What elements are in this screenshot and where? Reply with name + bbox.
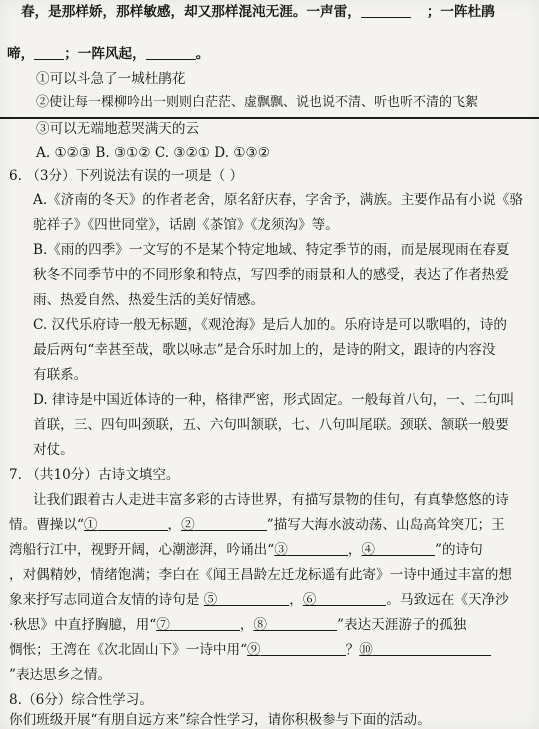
option-1: ①可以斗急了一城杜鹃花 — [36, 71, 186, 87]
blank-1 — [98, 517, 168, 531]
answer-choices: A. ①②③ B. ③①② C. ③②① D. ①③② — [36, 145, 270, 161]
q8-intro: 你们班级开展“有朋自远方来”综合性学习，请你积极参与下面的活动。 — [9, 712, 431, 728]
blank-number-10: ⑩ — [359, 642, 373, 658]
q6-option-c-line1: C. 汉代乐府诗一般无标题，《观沧海》是后人加的。乐府诗是可以歌唱的，诗的 — [33, 317, 507, 333]
blank-number-1: ① — [83, 517, 98, 533]
divider-line — [0, 117, 539, 119]
q6-option-b-line3: 雨、热爱自然、热爱生活的美好情感。 — [33, 292, 265, 308]
q6-option-a-line1: A.《济南的冬天》的作者老舍，原名舒庆春，字舍予，满族。主要作品有小说《骆 — [33, 192, 523, 208]
blank-number-6: ⑥ — [302, 592, 317, 608]
blank — [361, 4, 411, 18]
q6-stem: 6. （3分）下列说法有误的一项是（ ） — [9, 168, 244, 184]
q6-option-a-line2: 驼祥子》《四世同堂》，话剧《茶馆》《龙须沟》等。 — [33, 217, 339, 233]
q7-line-1: 让我们跟着古人走进丰富多彩的古诗世界，有描写景物的佳句，有真挚悠悠的诗 — [33, 492, 509, 508]
blank-number-4: ④ — [361, 542, 376, 558]
blank-7 — [170, 617, 240, 631]
q7-line-5: 象来抒写志同道合友情的诗句是 ⑤ ，⑥ 。马致远在《天净沙 — [9, 592, 509, 608]
q7-stem: 7. （共10分）古诗文填空。 — [9, 467, 180, 483]
q7-line-7: 惆怅；王湾在《次北固山下》一诗中用“⑨ ？⑩ — [9, 641, 491, 659]
blank-4 — [375, 542, 435, 556]
blank-number-3: ③ — [274, 542, 288, 558]
q6-option-c-line3: 有联系。 — [33, 367, 88, 383]
q7-line-6: ·秋思》中直抒胸臆，用“⑦ ，⑧ ”表达天涯游子的孤独 — [9, 617, 467, 633]
q6-option-b-line1: B.《雨的四季》一文写的不是某个特定地域、特定季节的雨，而是展现雨在春夏 — [33, 242, 510, 258]
blank-number-8: ⑧ — [253, 617, 267, 633]
blank-number-7: ⑦ — [156, 617, 170, 633]
blank-number-2: ② — [181, 517, 195, 533]
q7-line-8: ”表达思乡之情。 — [9, 667, 112, 683]
blank-6 — [316, 592, 386, 606]
passage-line-2: 啼， ；一阵风起， 。 — [7, 46, 210, 62]
blank-9 — [261, 642, 346, 656]
blank-number-9: ⑨ — [247, 642, 261, 658]
blank-8 — [267, 617, 337, 631]
blank — [34, 46, 64, 60]
q8-stem: 8.（6分）综合性学习。 — [9, 692, 153, 708]
q6-option-b-line2: 秋冬不同季节中的不同形象和特点，写四季的雨景和人的感受，表达了作者热爱 — [33, 267, 509, 283]
option-3: ③可以无端地惹哭满天的云 — [36, 121, 200, 137]
q7-line-2: 情。曹操以“① ，② ”描写大海水波动荡、山岛高耸突兀；王 — [9, 517, 505, 533]
q6-option-c-line2: 最后两句“幸甚至哉，歌以咏志”是合乐时加上的，是诗的附文，跟诗的内容没 — [33, 342, 496, 358]
q6-option-d-line1: D. 律诗是中国近体诗的一种，格律严密，形式固定。一般每首八句，一、二句叫 — [33, 392, 515, 408]
blank-number-5: ⑤ — [203, 592, 218, 608]
blank-2 — [195, 517, 267, 531]
blank-10 — [373, 642, 491, 656]
q7-line-4: ，对偶精妙，情绪饱满；李白在《闻王昌龄左迁龙标遥有此寄》一诗中通过丰富的想 — [9, 567, 512, 583]
q6-option-d-line2: 首联，三、四句叫颈联，五、六句叫颔联，七、八句叫尾联。颈联、颔联一般要 — [33, 417, 509, 433]
blank-5 — [217, 592, 289, 606]
blank — [146, 46, 196, 60]
q7-line-3: 湾船行江中，视野开阔，心潮澎湃，吟诵出“③ ，④ ”的诗句 — [9, 542, 483, 558]
option-2: ②使让每一棵柳吟出一则则白茫茫、虚飘飘、说也说不清、听也听不清的飞絮 — [36, 95, 479, 110]
q6-option-d-line3: 对仗。 — [33, 442, 74, 458]
blank-3 — [288, 542, 348, 556]
passage-line-1: 春，是那样娇，那样敏感，却又那样混沌无涯。一声雷， ；一阵杜鹃 — [21, 4, 495, 20]
